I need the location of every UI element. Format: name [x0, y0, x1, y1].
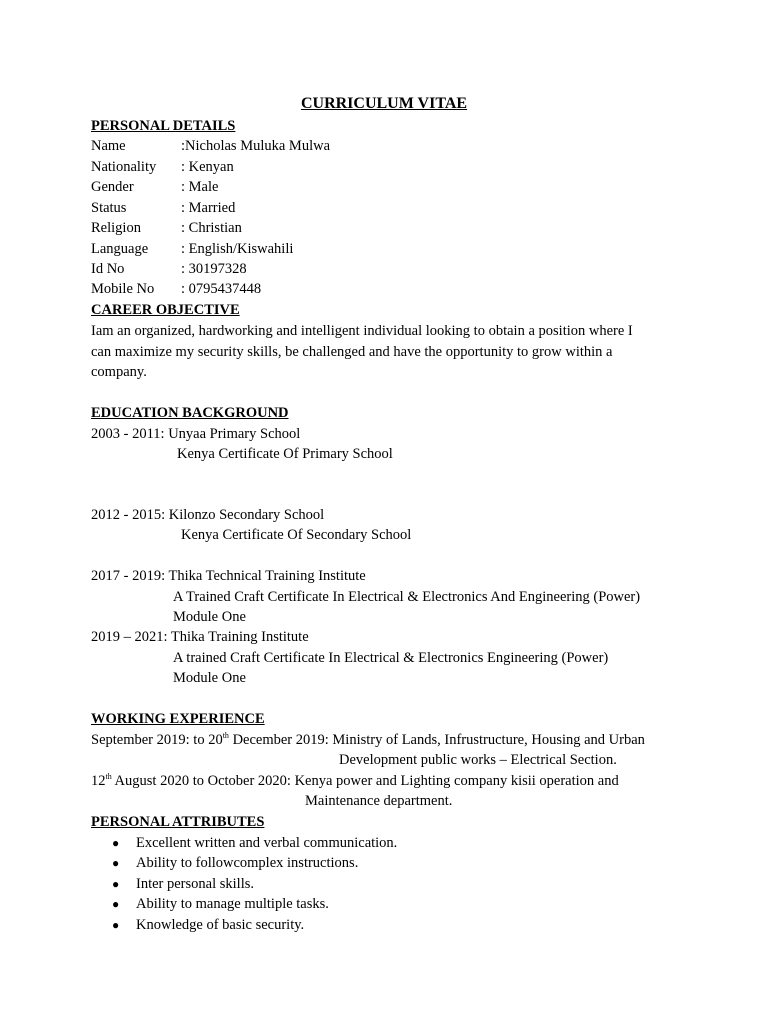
experience-entry: [91, 771, 619, 791]
experience-text: December 2019: Ministry of Lands, Infrustructure, Housing and Urban: [228, 732, 645, 748]
ordinal-suffix: th: [222, 731, 229, 741]
education-entry: 2017 - 2019: Thika Technical Training Institute: [91, 568, 366, 584]
education-entry: 2012 - 2015: Kilonzo Secondary School: [91, 507, 325, 523]
page-title: CURRICULUM VITAE: [300, 95, 468, 112]
education-detail: A trained Craft Certificate In Electrical & Electronics Engineering (Power): [173, 650, 609, 666]
personal-value: : Male: [181, 179, 219, 195]
experience-text: September 2019: to 20: [91, 732, 223, 748]
education-entry: 2003 - 2011: Unyaa Primary School: [91, 426, 301, 442]
objective-line: Iam an organized, hardworking and intelligent individual looking to obtain a position where I: [91, 323, 633, 339]
personal-label: Gender: [91, 179, 134, 195]
education-detail: Kenya Certificate Of Primary School: [177, 446, 393, 462]
education-entry: 2019 – 2021: Thika Training Institute: [91, 629, 309, 645]
bullet-icon: ●: [112, 918, 120, 932]
personal-label: Mobile No: [91, 281, 155, 297]
working-experience-heading: WORKING EXPERIENCE: [91, 711, 265, 727]
bullet-icon: ●: [112, 836, 120, 850]
personal-label: Id No: [91, 261, 125, 277]
personal-value: : Christian: [181, 220, 242, 236]
personal-value: : Married: [181, 200, 236, 216]
bullet-icon: ●: [112, 856, 120, 870]
attribute-text: Ability to followcomplex instructions.: [136, 855, 359, 871]
attribute-text: Knowledge of basic security.: [136, 917, 305, 933]
education-detail: Module One: [173, 670, 246, 686]
experience-entry: [91, 730, 645, 750]
personal-value: : Kenyan: [181, 159, 234, 175]
personal-label: Status: [91, 200, 127, 216]
objective-line: can maximize my security skills, be challenged and have the opportunity to grow within a: [91, 344, 613, 360]
education-heading: EDUCATION BACKGROUND: [91, 405, 289, 421]
attribute-text: Excellent written and verbal communication.: [136, 835, 398, 851]
education-detail: A Trained Craft Certificate In Electrical & Electronics And Engineering (Power): [173, 589, 641, 605]
education-detail: Kenya Certificate Of Secondary School: [181, 527, 412, 543]
personal-label: Name: [91, 138, 126, 154]
personal-details-heading: PERSONAL DETAILS: [91, 118, 236, 134]
ordinal-suffix: th: [105, 772, 112, 782]
career-objective-heading: CAREER OBJECTIVE: [91, 302, 240, 318]
personal-attributes-heading: PERSONAL ATTRIBUTES: [91, 814, 265, 830]
experience-text: 12: [91, 773, 106, 789]
experience-continuation: Development public works – Electrical Section.: [339, 752, 617, 768]
personal-value: : 30197328: [181, 261, 247, 277]
attribute-text: Ability to manage multiple tasks.: [136, 896, 329, 912]
personal-label: Language: [91, 241, 149, 257]
experience-text: August 2020 to October 2020: Kenya power and Lighting company kisii operation and: [111, 773, 619, 789]
personal-value: :Nicholas Muluka Mulwa: [181, 138, 331, 154]
bullet-icon: ●: [112, 877, 120, 891]
personal-label: Nationality: [91, 159, 157, 175]
personal-value: : 0795437448: [181, 281, 262, 297]
objective-line: company.: [91, 364, 147, 380]
personal-value: : English/Kiswahili: [181, 241, 294, 257]
attribute-text: Inter personal skills.: [136, 876, 254, 892]
experience-continuation: Maintenance department.: [305, 793, 453, 809]
personal-label: Religion: [91, 220, 141, 236]
bullet-icon: ●: [112, 897, 120, 911]
education-detail: Module One: [173, 609, 246, 625]
